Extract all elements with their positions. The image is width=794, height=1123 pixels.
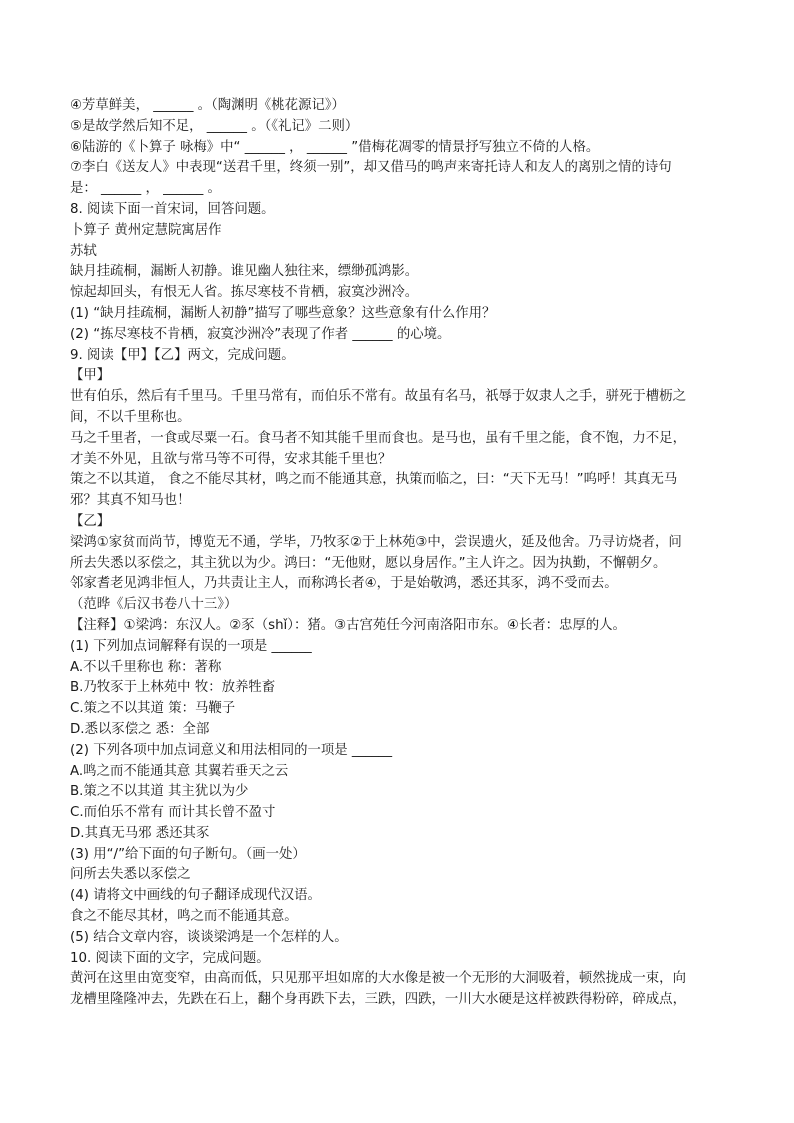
- text-line: C.策之不以其道 策：马鞭子: [70, 701, 236, 717]
- text-line: 10. 阅读下面的文字，完成问题。: [70, 950, 270, 966]
- text-line: 【注释】①梁鸿：东汉人。②豕（shǐ）：猪。③古宫苑任今河南洛阳市东。④长者：忠厚的人。: [70, 617, 626, 633]
- text-line: 【甲】: [70, 368, 111, 384]
- text-line: 惊起却回头，有恨无人省。拣尽寒枝不肯栖，寂寞沙洲冷。: [70, 285, 419, 301]
- text-line: (3) 用“/”给下面的句子断句。（画一处）: [70, 846, 306, 862]
- text-line: 苏轼: [70, 243, 97, 259]
- text-line: (1) 下列加点词解释有误的一项是 ______: [70, 638, 312, 654]
- text-line: B.策之不以其道 其主犹以为少: [70, 784, 249, 800]
- text-line: (2) “拣尽寒枝不肯栖，寂寞沙洲冷”表现了作者 ______ 的心境。: [70, 326, 451, 342]
- text-line: ④芳草鲜美， ______ 。（陶渊明《桃花源记》）: [70, 98, 345, 113]
- text-line: D.悉以豕偿之 悉：全部: [70, 721, 210, 737]
- text-line: 【乙】: [70, 513, 111, 529]
- text-line: 黄河在这里由宽变窄，由高而低，只见那平坦如席的大水像是被一个无形的大洞吸着，顿然拢成一束，向: [70, 971, 686, 987]
- text-line: (2) 下列各项中加点词意义和用法相同的一项是 ______: [70, 742, 393, 758]
- text-line: 世有伯乐，然后有千里马。千里马常有，而伯乐不常有。故虽有名马，祇辱于奴隶人之手，骈死于槽枥之: [70, 389, 686, 405]
- text-line: (4) 请将文中画线的句子翻译成现代汉语。: [70, 888, 321, 904]
- text-line: 问所去失悉以豕偿之: [70, 867, 191, 883]
- text-line: 梁鸿①家贫而尚节，博览无不通，学毕，乃牧豕②于上林苑③中，尝误遗火，延及他舍。乃寻访烧者，问: [70, 534, 682, 550]
- document-page: [70, 96, 730, 1011]
- text-line: (5) 结合文章内容，谈谈梁鸿是一个怎样的人。: [70, 929, 348, 945]
- text-line: 策之不以其道， 食之不能尽其材，鸣之而不能通其意，执策而临之，曰：“天下无马！”呜呼！其真无马: [70, 472, 678, 488]
- text-line: （范晔《后汉书卷八十三》）: [70, 597, 238, 613]
- text-line: 缺月挂疏桐，漏断人初静。谁见幽人独往来，缥缈孤鸿影。: [70, 264, 419, 280]
- text-line: 才美不外见，且欲与常马等不可得，安求其能千里也？: [70, 451, 392, 467]
- text-line: 间，不以千里称也。: [70, 409, 191, 425]
- text-line: C.而伯乐不常有 而计其长曾不盈寸: [70, 805, 276, 821]
- text-line: 邪？其真不知马也！: [70, 493, 191, 509]
- text-line: 食之不能尽其材，鸣之而不能通其意。: [70, 909, 298, 925]
- text-line: ⑥陆游的《卜算子 咏梅》中“ ______ ， ______ ”借梅花凋零的情景抒写独立不倚的人格。: [70, 139, 600, 155]
- text-line: B.乃牧豕于上林苑中 牧：放养牲畜: [70, 680, 276, 696]
- text-line: 邻家耆老见鸿非恒人，乃共责让主人，而称鸿长者④，于是始敬鸿，悉还其豕，鸿不受而去。: [70, 576, 618, 592]
- text-line: 9. 阅读【甲】【乙】两文，完成问题。: [70, 347, 295, 363]
- text-line: A.鸣之而不能通其意 其翼若垂天之云: [70, 763, 289, 779]
- text-line: D.其真无马邪 悉还其豕: [70, 825, 210, 841]
- text-line: ⑦李白《送友人》中表现“送君千里，终须一别”，却又借马的鸣声来寄托诗人和友人的离别之情的诗句: [70, 160, 672, 176]
- text-line: 是： ______ ， ______ 。: [70, 181, 221, 197]
- text-line: A.不以千里称也 称：著称: [70, 659, 222, 675]
- text-line: 所去失悉以豕偿之，其主犹以为少。鸿曰：“无他财，愿以身居作。”主人许之。因为执勤，不懈朝夕。: [70, 555, 667, 571]
- text-line: ⑤是故学然后知不足， ______ 。（《礼记》二则）: [70, 118, 359, 134]
- text-line: 龙槽里隆隆冲去，先跌在石上，翻个身再跌下去，三跌，四跌，一川大水硬是这样被跌得粉碎，碎成点，: [70, 992, 686, 1008]
- text-line: 8. 阅读下面一首宋词，回答问题。: [70, 201, 275, 217]
- text-line: (1) “缺月挂疏桐，漏断人初静”描写了哪些意象？这些意象有什么作用？: [70, 305, 496, 321]
- text-line: 卜算子 黄州定慧院寓居作: [70, 222, 222, 238]
- text-line: 马之千里者，一食或尽粟一石。食马者不知其能千里而食也。是马也，虽有千里之能，食不饱，力不足，: [70, 430, 686, 446]
